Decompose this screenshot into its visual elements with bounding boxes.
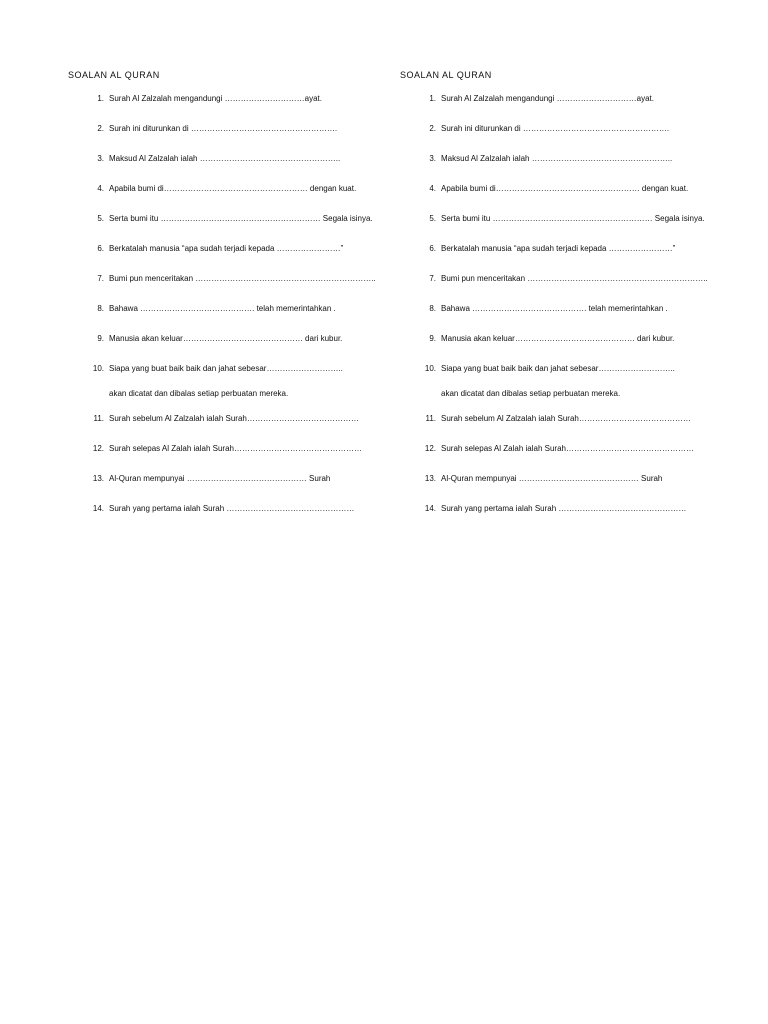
question-number: 6.: [97, 244, 104, 253]
question-item: [400, 93, 720, 104]
question-item: [68, 503, 388, 514]
question-text: Berkatalah manusia “apa sudah terjadi kepada ……………………”: [109, 244, 344, 253]
question-number: 2.: [97, 124, 104, 133]
question-item: [400, 503, 720, 514]
question-item: [400, 363, 720, 399]
question-list: [68, 93, 388, 514]
question-number: 6.: [429, 244, 436, 253]
left-worksheet: [68, 70, 388, 533]
question-text: Apabila bumi di……………………………………………… dengan kuat.: [441, 184, 689, 193]
question-item: [68, 413, 388, 424]
question-text: Serta bumi itu …………………………………………………… Segala isinya.: [441, 214, 705, 223]
question-number: 11.: [425, 414, 436, 423]
question-item: [400, 303, 720, 314]
question-item: [68, 153, 388, 164]
question-item: [68, 333, 388, 344]
question-item: [68, 183, 388, 194]
question-text: Bahawa ……………………………………. telah memerintahkan .: [109, 304, 336, 313]
question-text: Bahawa ……………………………………. telah memerintahkan .: [441, 304, 668, 313]
question-number: 14.: [424, 504, 436, 513]
question-number: 9.: [97, 334, 104, 343]
question-text: Manusia akan keluar……………………………………… dari kubur.: [441, 334, 675, 343]
question-number: 11.: [93, 414, 104, 423]
question-item: [400, 473, 720, 484]
question-list: [400, 93, 720, 514]
question-text: Al-Quran mempunyai ……………………………………… Surah: [109, 474, 331, 483]
question-item: [68, 273, 388, 284]
question-number: 3.: [429, 154, 436, 163]
question-item: [68, 123, 388, 134]
question-item: [400, 243, 720, 254]
question-text: Apabila bumi di……………………………………………… dengan kuat.: [109, 184, 357, 193]
question-text: Surah selepas Al Zalah ialah Surah…………………………………………: [441, 444, 694, 453]
question-item: [400, 443, 720, 454]
question-text: Surah ini diturunkan di ……………………………………………….: [109, 124, 338, 133]
question-text: Surah selepas Al Zalah ialah Surah…………………………………………: [109, 444, 362, 453]
question-item: [400, 183, 720, 194]
question-text: Berkatalah manusia “apa sudah terjadi kepada ……………………”: [441, 244, 676, 253]
question-number: 8.: [429, 304, 436, 313]
question-item: [400, 273, 720, 284]
question-text: Surah ini diturunkan di ……………………………………………….: [441, 124, 670, 133]
question-item: [68, 443, 388, 454]
question-item: [400, 153, 720, 164]
question-number: 10.: [92, 364, 104, 373]
question-item: [68, 303, 388, 314]
question-number: 9.: [429, 334, 436, 343]
question-number: 2.: [429, 124, 436, 133]
question-text-block: [441, 363, 675, 399]
question-text: Bumi pun menceritakan …………………………………………………………..: [441, 274, 708, 283]
question-text: Surah Al Zalzalah mengandungi …………………………ayat.: [109, 94, 322, 103]
question-text: Surah yang pertama ialah Surah …………………………………………: [109, 504, 355, 513]
question-number: 5.: [429, 214, 436, 223]
question-text: Maksud Al Zalzalah ialah ……………………………………………..: [441, 154, 673, 163]
question-number: 14.: [92, 504, 104, 513]
question-text: Bumi pun menceritakan …………………………………………………………..: [109, 274, 376, 283]
worksheet-title: SOALAN AL QURAN: [68, 70, 160, 80]
question-text: Surah sebelum Al Zalzalah ialah Surah……………………………………: [441, 414, 691, 423]
question-number: 7.: [429, 274, 436, 283]
worksheet-title: SOALAN AL QURAN: [400, 70, 492, 80]
question-item: [68, 473, 388, 484]
question-text: Manusia akan keluar……………………………………… dari kubur.: [109, 334, 343, 343]
question-text: Surah yang pertama ialah Surah …………………………………………: [441, 504, 687, 513]
question-item: [400, 413, 720, 424]
question-text: Maksud Al Zalzalah ialah ……………………………………………..: [109, 154, 341, 163]
question-number: 12.: [424, 444, 436, 453]
question-text: Surah Al Zalzalah mengandungi …………………………ayat.: [441, 94, 654, 103]
question-item: [400, 333, 720, 344]
question-text: Al-Quran mempunyai ……………………………………… Surah: [441, 474, 663, 483]
question-number: 13.: [424, 474, 436, 483]
question-number: 8.: [97, 304, 104, 313]
question-item: [68, 213, 388, 224]
question-item: [68, 243, 388, 254]
question-text-continued: akan dicatat dan dibalas setiap perbuatan mereka.: [441, 389, 621, 398]
question-number: 4.: [97, 184, 104, 193]
question-number: 12.: [92, 444, 104, 453]
question-number: 5.: [97, 214, 104, 223]
question-text: Serta bumi itu …………………………………………………… Segala isinya.: [109, 214, 373, 223]
right-worksheet: [400, 70, 720, 533]
question-item: [400, 123, 720, 134]
question-number: 7.: [97, 274, 104, 283]
question-number: 4.: [429, 184, 436, 193]
question-item: [400, 213, 720, 224]
question-number: 1.: [429, 94, 436, 103]
question-text-block: [109, 363, 343, 399]
question-number: 1.: [97, 94, 104, 103]
question-number: 10.: [424, 364, 436, 373]
question-number: 3.: [97, 154, 104, 163]
question-text-continued: akan dicatat dan dibalas setiap perbuatan mereka.: [109, 389, 289, 398]
question-item: [68, 93, 388, 104]
question-number: 13.: [92, 474, 104, 483]
question-text: Surah sebelum Al Zalzalah ialah Surah……………………………………: [109, 414, 359, 423]
question-item: [68, 363, 388, 399]
question-text: Siapa yang buat baik baik dan jahat sebesar………………………..: [109, 364, 343, 373]
question-text: Siapa yang buat baik baik dan jahat sebesar………………………..: [441, 364, 675, 373]
